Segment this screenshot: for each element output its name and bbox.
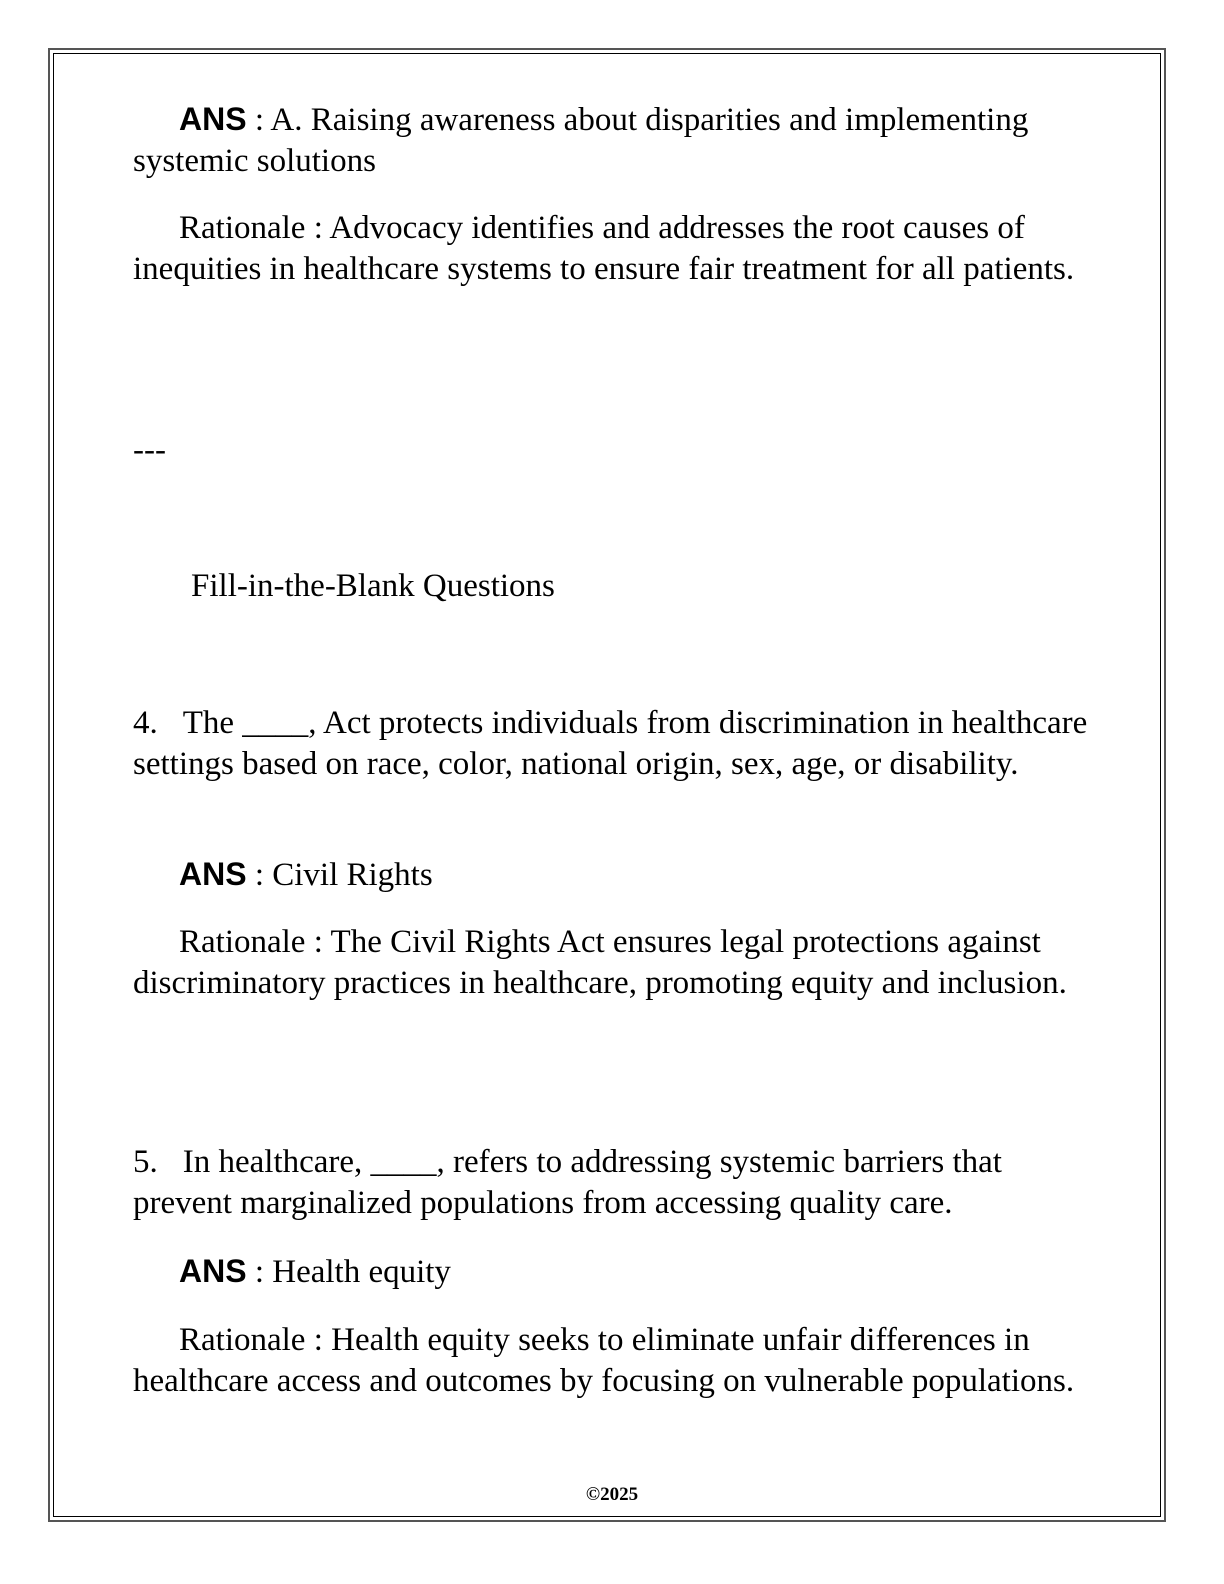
rationale-text: : The Civil Rights Act ensures legal protections against discriminatory practices in healthcare, promoting equity and inclusion. (133, 924, 1067, 1001)
answer-text: : Health equity (246, 1254, 451, 1290)
question-number: 5. (133, 1144, 158, 1180)
separator: --- (133, 432, 166, 468)
footer-copyright: ©2025 (585, 1484, 639, 1505)
question-number: 4. (133, 705, 158, 741)
question-4 (133, 703, 1093, 785)
rationale-block-5 (133, 1320, 1093, 1402)
answer-text: : Civil Rights (246, 857, 433, 893)
answer-text: : A. Raising awareness about disparities and implementing systemic solutions (133, 102, 1029, 179)
question-text: In healthcare, ____, refers to addressing systemic barriers that prevent marginalized populations from accessing quality care. (133, 1144, 1002, 1221)
rationale-text: : Advocacy identifies and addresses the root causes of inequities in healthcare systems to ensure fair treatment for all patients. (133, 210, 1075, 287)
answer-block-5 (133, 1251, 1093, 1293)
rationale-text: : Health equity seeks to eliminate unfair differences in healthcare access and outcomes by focusing on vulnerable populations. (133, 1322, 1075, 1399)
ans-label: ANS (179, 856, 247, 892)
rationale-block-4 (133, 922, 1093, 1004)
ans-label: ANS (179, 101, 247, 137)
rationale-label: Rationale (179, 1322, 306, 1358)
rationale-block-1 (133, 208, 1093, 290)
question-5 (133, 1142, 1093, 1224)
question-text: The ____, Act protects individuals from discrimination in healthcare settings based on race, color, national origin, sex, age, or disability. (133, 705, 1088, 782)
answer-block-4 (133, 854, 1093, 896)
section-title: Fill-in-the-Blank Questions (191, 568, 555, 604)
rationale-label: Rationale (179, 210, 306, 246)
rationale-label: Rationale (179, 924, 306, 960)
ans-label: ANS (179, 1253, 247, 1289)
answer-block-1 (133, 99, 1093, 182)
